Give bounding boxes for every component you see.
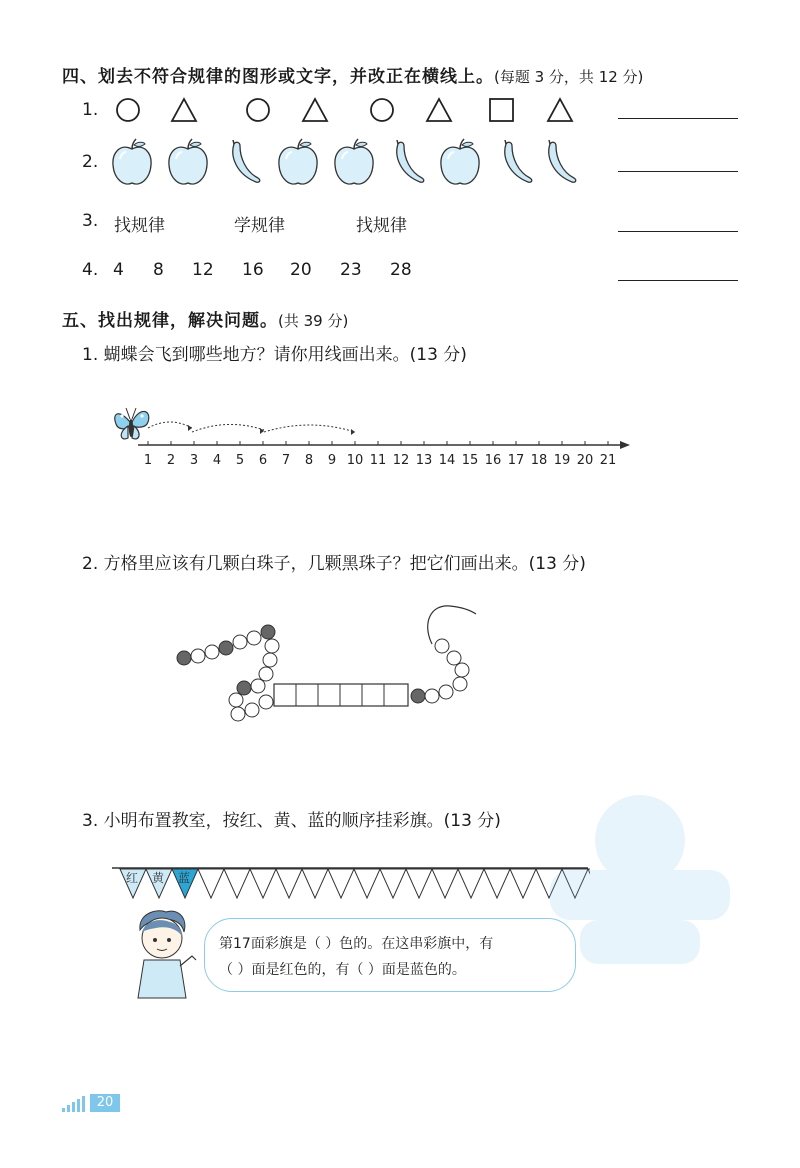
flag-triangle (198, 869, 224, 898)
answer-line-1[interactable] (618, 118, 738, 119)
white-bead (259, 667, 273, 681)
seq-number: 4 (113, 260, 124, 280)
flag-triangle (406, 869, 432, 898)
section-5-points: (共 39 分) (278, 312, 349, 330)
answer-line-2[interactable] (618, 171, 738, 172)
apple-icon (279, 139, 317, 184)
white-bead (259, 695, 273, 709)
flag-triangle (328, 869, 354, 898)
white-bead (263, 653, 277, 667)
butterfly-icon (115, 408, 149, 439)
tick-label: 13 (415, 453, 433, 468)
black-bead (411, 689, 425, 703)
word-2: 学规律 (234, 216, 285, 236)
tick-label: 2 (166, 453, 176, 468)
white-bead (265, 639, 279, 653)
black-bead (237, 681, 251, 695)
answer-grid (274, 684, 408, 706)
triangle-shape (548, 99, 572, 121)
tick-label: 21 (599, 453, 617, 468)
q5-1-text: 1. 蝴蝶会飞到哪些地方？请你用线画出来。(13 分) (82, 345, 467, 365)
flag-label-blue: 蓝 (177, 871, 191, 885)
tick-label: 6 (258, 453, 268, 468)
bead-string-figure (170, 604, 480, 730)
white-bead (447, 651, 461, 665)
white-bead (425, 689, 439, 703)
q5-2-text: 2. 方格里应该有几颗白珠子，几颗黑珠子？把它们画出来。(13 分) (82, 554, 586, 574)
circle-shape (371, 99, 393, 121)
tick-label: 12 (392, 453, 410, 468)
seq-number: 8 (153, 260, 164, 280)
bubble-line-1: 第17面彩旗是（ ）色的。在这串彩旗中，有 (219, 936, 494, 952)
section-4-heading (62, 62, 643, 87)
section-5-title: 五、找出规律，解决问题。 (62, 311, 278, 331)
white-bead (439, 685, 453, 699)
white-bead (453, 677, 467, 691)
flag-triangle (380, 869, 406, 898)
triangle-shape (427, 99, 451, 121)
banana-icon (233, 140, 260, 182)
black-bead (219, 641, 233, 655)
section-5-heading (62, 306, 348, 331)
boy-illustration (126, 908, 206, 1000)
black-bead (177, 651, 191, 665)
flag-banner (110, 860, 590, 904)
tick-label: 7 (281, 453, 291, 468)
speech-bubble (204, 918, 576, 992)
answer-line-4[interactable] (618, 280, 738, 281)
white-bead (191, 649, 205, 663)
flag-triangle (302, 869, 328, 898)
number-line-figure (108, 398, 638, 474)
tick-label: 15 (461, 453, 479, 468)
triangle-shape (172, 99, 196, 121)
q5-3-text: 3. 小明布置教室，按红、黄、蓝的顺序挂彩旗。(13 分) (82, 811, 501, 831)
page-bars-icon (62, 1096, 90, 1112)
tick-label: 9 (327, 453, 337, 468)
apple-icon (169, 139, 207, 184)
banana-icon (397, 140, 424, 182)
white-bead (245, 703, 259, 717)
flag-triangle (484, 869, 510, 898)
white-bead (251, 679, 265, 693)
flag-triangle (276, 869, 302, 898)
tick-label: 10 (346, 453, 364, 468)
flag-triangle (510, 869, 536, 898)
circle-shape (247, 99, 269, 121)
flag-triangle (224, 869, 250, 898)
tick-label: 4 (212, 453, 222, 468)
q4-3-number: 3. (82, 211, 99, 231)
section-4-title: 四、划去不符合规律的图形或文字，并改正在横线上。 (62, 67, 494, 87)
banana-icon (549, 140, 576, 182)
flag-triangle (354, 869, 380, 898)
tick-label: 5 (235, 453, 245, 468)
flag-triangle (458, 869, 484, 898)
white-bead (455, 663, 469, 677)
apple-icon (335, 139, 373, 184)
bubble-line-2: （ ）面是红色的，有（ ）面是蓝色的。 (219, 962, 466, 978)
shape-sequence (110, 94, 590, 130)
q4-1-number: 1. (82, 100, 99, 120)
watermark-logo (540, 780, 740, 970)
flag-label-red: 红 (125, 871, 139, 885)
white-bead (231, 707, 245, 721)
q4-4-number: 4. (82, 260, 99, 280)
seq-number: 20 (290, 260, 312, 280)
white-bead (247, 631, 261, 645)
apple-icon (441, 139, 479, 184)
circle-shape (117, 99, 139, 121)
page-number: 20 (90, 1094, 120, 1112)
q4-2-number: 2. (82, 152, 99, 172)
answer-line-3[interactable] (618, 231, 738, 232)
tick-label: 17 (507, 453, 525, 468)
flag-triangle (250, 869, 276, 898)
white-bead (435, 639, 449, 653)
fruit-sequence (108, 136, 588, 188)
section-4-points: (每题 3 分，共 12 分) (494, 68, 644, 86)
white-bead (229, 693, 243, 707)
seq-number: 16 (242, 260, 264, 280)
tick-label: 19 (553, 453, 571, 468)
banana-icon (505, 140, 532, 182)
tick-label: 8 (304, 453, 314, 468)
square-shape (490, 99, 513, 121)
seq-number: 28 (390, 260, 412, 280)
seq-number: 23 (340, 260, 362, 280)
white-bead (233, 635, 247, 649)
tick-label: 3 (189, 453, 199, 468)
word-1: 找规律 (114, 216, 165, 236)
axis-arrow (620, 441, 630, 449)
tick-label: 14 (438, 453, 456, 468)
tick-label: 20 (576, 453, 594, 468)
flag-label-yellow: 黄 (151, 871, 165, 885)
tick-label: 11 (369, 453, 387, 468)
seq-number: 12 (192, 260, 214, 280)
tick-label: 1 (143, 453, 153, 468)
white-bead (205, 645, 219, 659)
flag-triangle (432, 869, 458, 898)
word-3: 找规律 (356, 216, 407, 236)
tick-label: 16 (484, 453, 502, 468)
apple-icon (113, 139, 151, 184)
black-bead (261, 625, 275, 639)
triangle-shape (303, 99, 327, 121)
tick-label: 18 (530, 453, 548, 468)
string-end (428, 606, 476, 644)
